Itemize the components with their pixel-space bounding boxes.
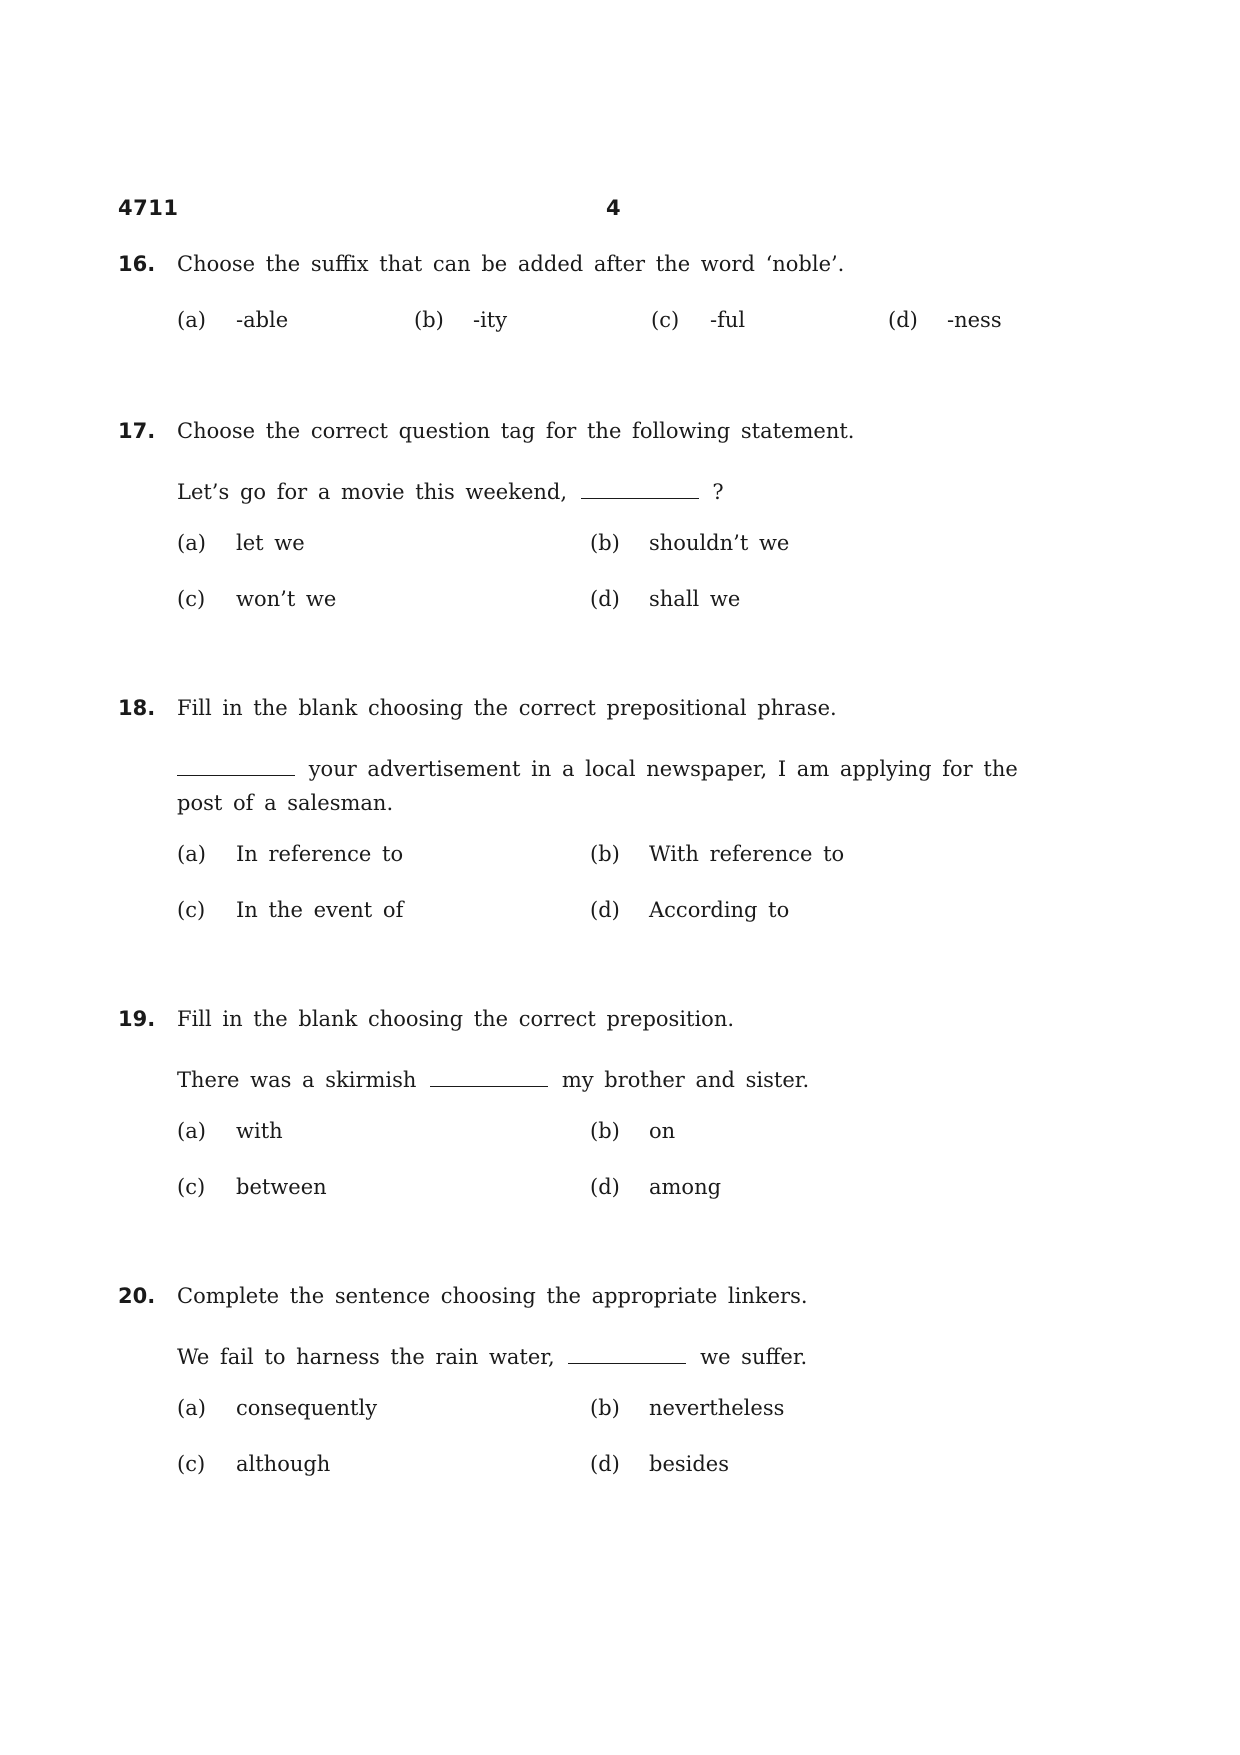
option-label: (d) (590, 1452, 620, 1476)
sentence-part: your advertisement in a local newspaper, I am applying for the (308, 757, 1018, 781)
options-row (118, 1175, 1078, 1209)
option-label: (c) (177, 898, 206, 922)
sentence-part: There was a skirmish (177, 1068, 417, 1092)
option-label: (a) (177, 842, 206, 866)
option-text: -ness (947, 308, 1002, 332)
question-19 (118, 1007, 1078, 1209)
paper-code: 4711 (118, 196, 179, 220)
sentence-part: we suffer. (700, 1345, 808, 1369)
option-text: In the event of (236, 898, 404, 922)
option-label: (d) (888, 308, 918, 332)
option-text: let we (236, 531, 305, 555)
options-row (118, 587, 1078, 621)
option-label: (c) (651, 308, 680, 332)
option-text: According to (649, 898, 790, 922)
answer-blank (430, 1068, 548, 1087)
option-text: among (649, 1175, 722, 1199)
option-text: with (236, 1119, 283, 1143)
option-label: (b) (590, 842, 620, 866)
option-label: (d) (590, 587, 620, 611)
answer-blank (581, 480, 699, 499)
option-text: With reference to (649, 842, 845, 866)
option-text: won’t we (236, 587, 337, 611)
question-prompt: Fill in the blank choosing the correct prepositional phrase. (177, 696, 837, 720)
question-number: 16. (118, 252, 156, 276)
question-sentence (177, 752, 1077, 786)
sentence-part: We fail to harness the rain water, (177, 1345, 555, 1369)
option-label: (c) (177, 1175, 206, 1199)
option-label: (b) (590, 531, 620, 555)
option-text: consequently (236, 1396, 378, 1420)
question-sentence (177, 1063, 1078, 1097)
option-label: (d) (590, 898, 620, 922)
question-sentence (177, 1340, 1078, 1374)
question-sentence (177, 475, 1078, 509)
question-prompt: Fill in the blank choosing the correct preposition. (177, 1007, 735, 1031)
option-text: between (236, 1175, 327, 1199)
option-text: although (236, 1452, 331, 1476)
options-row (118, 1452, 1078, 1486)
answer-blank (568, 1345, 686, 1364)
question-17 (118, 419, 1078, 621)
option-label: (a) (177, 1396, 206, 1420)
option-label: (b) (414, 308, 444, 332)
question-16 (118, 252, 1078, 342)
option-text: -able (236, 308, 289, 332)
answer-blank (177, 757, 295, 776)
option-label: (c) (177, 587, 206, 611)
question-18 (118, 696, 1078, 932)
option-text: nevertheless (649, 1396, 785, 1420)
question-prompt: Choose the correct question tag for the following statement. (177, 419, 855, 443)
options-row (118, 898, 1078, 932)
options-row (118, 1119, 1078, 1153)
option-label: (a) (177, 531, 206, 555)
option-label: (a) (177, 1119, 206, 1143)
page-number: 4 (606, 196, 622, 220)
question-number: 20. (118, 1284, 156, 1308)
question-20 (118, 1284, 1078, 1486)
question-prompt: Complete the sentence choosing the appropriate linkers. (177, 1284, 808, 1308)
options-row (118, 308, 1078, 342)
question-number: 17. (118, 419, 156, 443)
question-sentence-continued (177, 786, 1078, 820)
sentence-part: post of a salesman. (177, 791, 394, 815)
option-label: (a) (177, 308, 206, 332)
option-label: (c) (177, 1452, 206, 1476)
sentence-part: ? (712, 480, 724, 504)
option-text: shouldn’t we (649, 531, 790, 555)
question-prompt: Choose the suffix that can be added after the word ‘noble’. (177, 252, 845, 276)
question-number: 18. (118, 696, 156, 720)
options-row (118, 842, 1078, 876)
option-text: In reference to (236, 842, 404, 866)
option-text: -ful (710, 308, 746, 332)
option-label: (b) (590, 1119, 620, 1143)
question-number: 19. (118, 1007, 156, 1031)
option-text: -ity (473, 308, 508, 332)
option-label: (d) (590, 1175, 620, 1199)
option-text: besides (649, 1452, 730, 1476)
options-row (118, 1396, 1078, 1430)
option-text: shall we (649, 587, 741, 611)
sentence-part: Let’s go for a movie this weekend, (177, 480, 568, 504)
sentence-part: my brother and sister. (561, 1068, 810, 1092)
option-text: on (649, 1119, 676, 1143)
options-row (118, 531, 1078, 565)
option-label: (b) (590, 1396, 620, 1420)
